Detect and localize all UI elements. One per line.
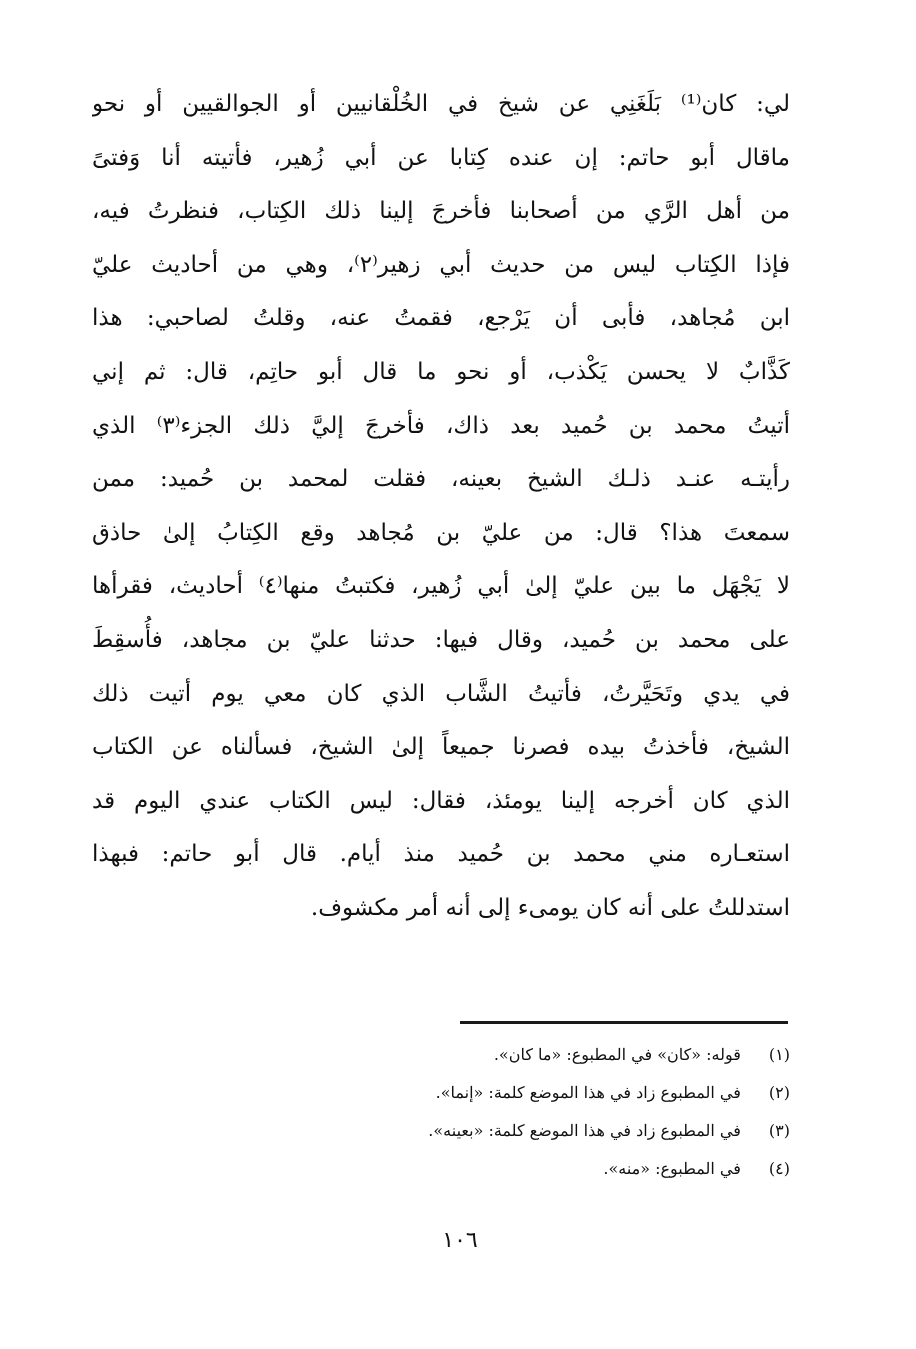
footnote-number: (٤) [768, 1159, 790, 1178]
footnote-item [300, 1036, 790, 1074]
footnote-item [300, 1112, 790, 1150]
footnote-text: في المطبوع زاد في هذا الموضع كلمة: «إنما». [435, 1083, 741, 1102]
text-line: رأيتـه عنـد ذلـك الشيخ بعينه، فقلت لمحمد بن حُميد: ممن [92, 466, 790, 493]
text-line: أتيتُ محمد بن حُميد بعد ذاك، فأخرجَ إليَّ ذلك الجزء⁽٣⁾ الذي [92, 412, 790, 439]
text-line: على محمد بن حُميد، وقال فيها: حدثنا عليّ بن مجاهد، فأُسقِطَ [92, 626, 790, 653]
text-line: من أهل الرَّي من أصحابنا فأخرجَ إلينا ذلك الكِتاب، فنظرتُ فيه، [92, 198, 790, 225]
footnote-item [300, 1150, 790, 1188]
footnote-text: في المطبوع زاد في هذا الموضع كلمة: «بعينه». [428, 1121, 741, 1140]
text-line: الشيخ، فأخذتُ بيده فصرنا جميعاً إلىٰ الشيخ، فسألناه عن الكتاب [92, 734, 790, 761]
text-line: لي: كان⁽¹⁾ بَلَغَنِي عن شيخ في الخُلْقانيين أو الجوالقيين أو نحو [92, 91, 790, 117]
text-line: ماقال أبو حاتم: إن عنده كِتابا عن أبي زُهير، فأتيته أنا وَفتىً [92, 144, 790, 171]
text-line: ابن مُجاهد، فأبى أن يَرْجع، فقمتُ عنه، وقلتُ لصاحبي: هذا [92, 305, 790, 332]
text-line: لا يَجْهَل ما بين عليّ إلىٰ أبي زُهير، فكتبتُ منها⁽٤⁾ أحاديث، فقرأها [92, 573, 790, 600]
footnotes [300, 1036, 790, 1188]
footnote-text: قوله: «كان» في المطبوع: «ما كان». [493, 1045, 741, 1064]
text-line: استعـاره مني محمد بن حُميد منذ أيام. قال أبو حاتم: فبهذا [92, 841, 790, 868]
text-line: فإذا الكِتاب ليس من حديث أبي زهير⁽٢⁾، وهي من أحاديث عليّ [92, 251, 790, 278]
page-number: ١٠٦ [442, 1228, 478, 1253]
footnote-number: (١) [768, 1045, 790, 1064]
text-line: في يدي وتَحَيَّرتُ، فأتيتُ الشَّاب الذي كان معي يوم أتيت ذلك [92, 680, 790, 707]
footnote-number: (٢) [768, 1083, 790, 1102]
footnote-item [300, 1074, 790, 1112]
main-text [92, 78, 790, 936]
footnote-number: (٣) [768, 1121, 790, 1140]
footnote-text: في المطبوع: «منه». [603, 1159, 741, 1178]
text-line: كَذَّابٌ لا يحسن يَكْذب، أو نحو ما قال أبو حاتِم، قال: ثم إني [92, 358, 790, 385]
text-line: سمعتَ هذا؟ قال: من عليّ بن مُجاهد وقع الكِتابُ إلىٰ حاذق [92, 519, 790, 546]
text-line: استدللتُ على أنه كان يومىء إلى أنه أمر مكشوف. [310, 894, 790, 921]
text-line: الذي كان أخرجه إلينا يومئذ، فقال: ليس الكتاب عندي اليوم قد [92, 787, 790, 814]
footnote-separator [460, 1021, 788, 1024]
